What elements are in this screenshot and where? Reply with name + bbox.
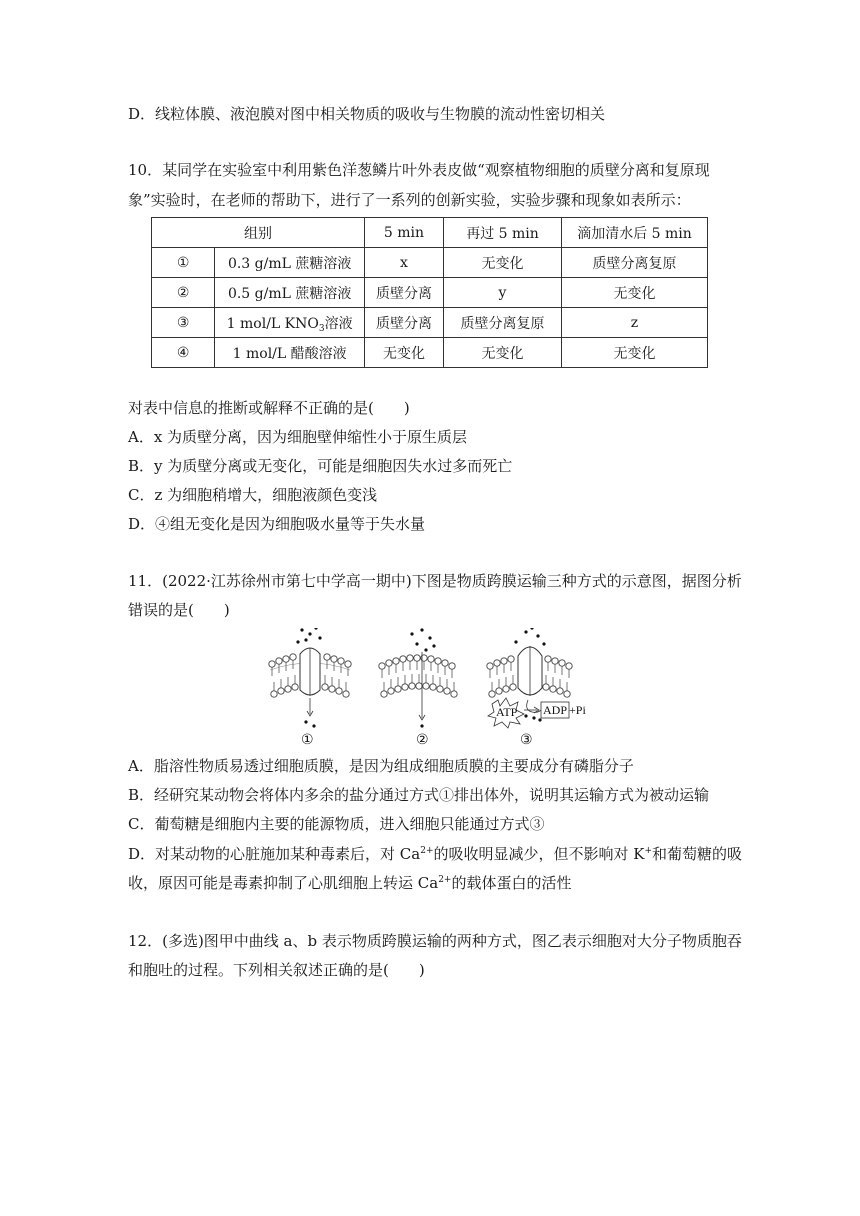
row-number: ④ bbox=[152, 338, 215, 368]
diagram-label-2: ② bbox=[416, 732, 429, 748]
row-cell: 无变化 bbox=[562, 278, 708, 308]
row-number: ② bbox=[152, 278, 215, 308]
header-group: 组别 bbox=[152, 218, 365, 248]
row-solution: 0.5 g/mL 蔗糖溶液 bbox=[215, 278, 365, 308]
q11-option-d-line1 bbox=[128, 844, 742, 864]
table-header-row bbox=[152, 218, 708, 248]
diagram-label-3: ③ bbox=[520, 732, 533, 748]
q10-question: 对表中信息的推断或解释不正确的是( ) bbox=[128, 399, 410, 417]
row-cell: y bbox=[444, 278, 562, 308]
row-cell: z bbox=[562, 308, 708, 338]
row-cell: 无变化 bbox=[562, 338, 708, 368]
q11-stem-line1: 11．(2022·江苏徐州市第七中学高一期中)下图是物质跨膜运输三种方式的示意图，据图分析 bbox=[128, 572, 742, 590]
table-row bbox=[152, 248, 708, 278]
row-cell: 质壁分离复原 bbox=[562, 248, 708, 278]
q10-stem-line1: 10．某同学在实验室中利用紫色洋葱鳞片叶外表皮做“观察植物细胞的质壁分离和复原现 bbox=[128, 161, 710, 179]
q9-option-d: D．线粒体膜、液泡膜对图中相关物质的吸收与生物膜的流动性密切相关 bbox=[128, 105, 606, 123]
text: 和葡萄糖的吸 bbox=[652, 845, 743, 863]
q10-option-b: B．y 为质壁分离或无变化，可能是细胞因失水过多而死亡 bbox=[128, 457, 513, 475]
header-water-5min: 滴加清水后 5 min bbox=[562, 218, 708, 248]
subscript: 3 bbox=[318, 323, 325, 334]
adp-label: ADP bbox=[543, 703, 568, 717]
row-cell: 质壁分离 bbox=[365, 278, 444, 308]
superscript: 2+ bbox=[420, 846, 434, 856]
q12-stem-line1: 12．(多选)图甲中曲线 a、b 表示物质跨膜运输的两种方式，图乙表示细胞对大分子物质胞吞 bbox=[128, 932, 742, 950]
membrane-2-icon bbox=[379, 628, 457, 727]
q11-option-a: A．脂溶性物质易透过细胞质膜，是因为组成细胞质膜的主要成分有磷脂分子 bbox=[128, 757, 634, 775]
row-cell: 质壁分离复原 bbox=[444, 308, 562, 338]
text: D．对某动物的心脏施加某种毒素后，对 Ca bbox=[128, 845, 421, 863]
row-number: ① bbox=[152, 248, 215, 278]
superscript: 2+ bbox=[438, 875, 452, 885]
membrane-1-icon bbox=[269, 628, 351, 728]
q11-option-d-line2 bbox=[128, 873, 572, 893]
row-solution: 0.3 g/mL 蔗糖溶液 bbox=[215, 248, 365, 278]
row-cell: 无变化 bbox=[365, 338, 444, 368]
text: 的载体蛋白的活性 bbox=[451, 874, 572, 892]
row-cell: x bbox=[365, 248, 444, 278]
q10-option-a: A．x 为质壁分离，因为细胞壁伸缩性小于原生质层 bbox=[128, 428, 468, 446]
q11-option-c: C．葡萄糖是细胞内主要的能源物质，进入细胞只能通过方式③ bbox=[128, 815, 545, 833]
row-cell: 无变化 bbox=[444, 338, 562, 368]
row-solution: 1 mol/L 醋酸溶液 bbox=[215, 338, 365, 368]
membrane-3-icon bbox=[487, 628, 587, 728]
text: 收，原因可能是毒素抑制了心肌细胞上转运 Ca bbox=[128, 874, 439, 892]
solution-name: 1 mol/L KNO bbox=[226, 315, 319, 332]
table-row bbox=[152, 278, 708, 308]
table-row bbox=[152, 338, 708, 368]
table-row bbox=[152, 308, 708, 338]
row-number: ③ bbox=[152, 308, 215, 338]
q11-stem-line2: 错误的是( ) bbox=[128, 601, 230, 619]
row-solution bbox=[215, 308, 365, 338]
header-after-5min: 再过 5 min bbox=[444, 218, 562, 248]
text: 的吸收明显减少，但不影响对 K bbox=[433, 845, 645, 863]
header-5min: 5 min bbox=[365, 218, 444, 248]
atp-label: ATP bbox=[496, 705, 518, 719]
row-cell: 无变化 bbox=[444, 248, 562, 278]
q10-option-c: C．z 为细胞稍增大，细胞液颜色变浅 bbox=[128, 486, 378, 504]
q12-stem-line2: 和胞吐的过程。下列相关叙述正确的是( ) bbox=[128, 961, 425, 979]
diagram-label-1: ① bbox=[301, 732, 314, 748]
membrane-transport-diagram bbox=[262, 628, 632, 750]
q10-stem-line2: 象”实验时，在老师的帮助下，进行了一系列的创新实验，实验步骤和现象如表所示： bbox=[128, 191, 691, 209]
pi-label: +Pi bbox=[569, 703, 586, 717]
solution-suffix: 溶液 bbox=[324, 315, 353, 332]
superscript: + bbox=[644, 846, 653, 856]
q11-option-b: B．经研究某动物会将体内多余的盐分通过方式①排出体外，说明其运输方式为被动运输 bbox=[128, 786, 710, 804]
row-cell: 质壁分离 bbox=[365, 308, 444, 338]
q10-option-d: D．④组无变化是因为细胞吸水量等于失水量 bbox=[128, 515, 426, 533]
q10-table bbox=[151, 217, 708, 368]
